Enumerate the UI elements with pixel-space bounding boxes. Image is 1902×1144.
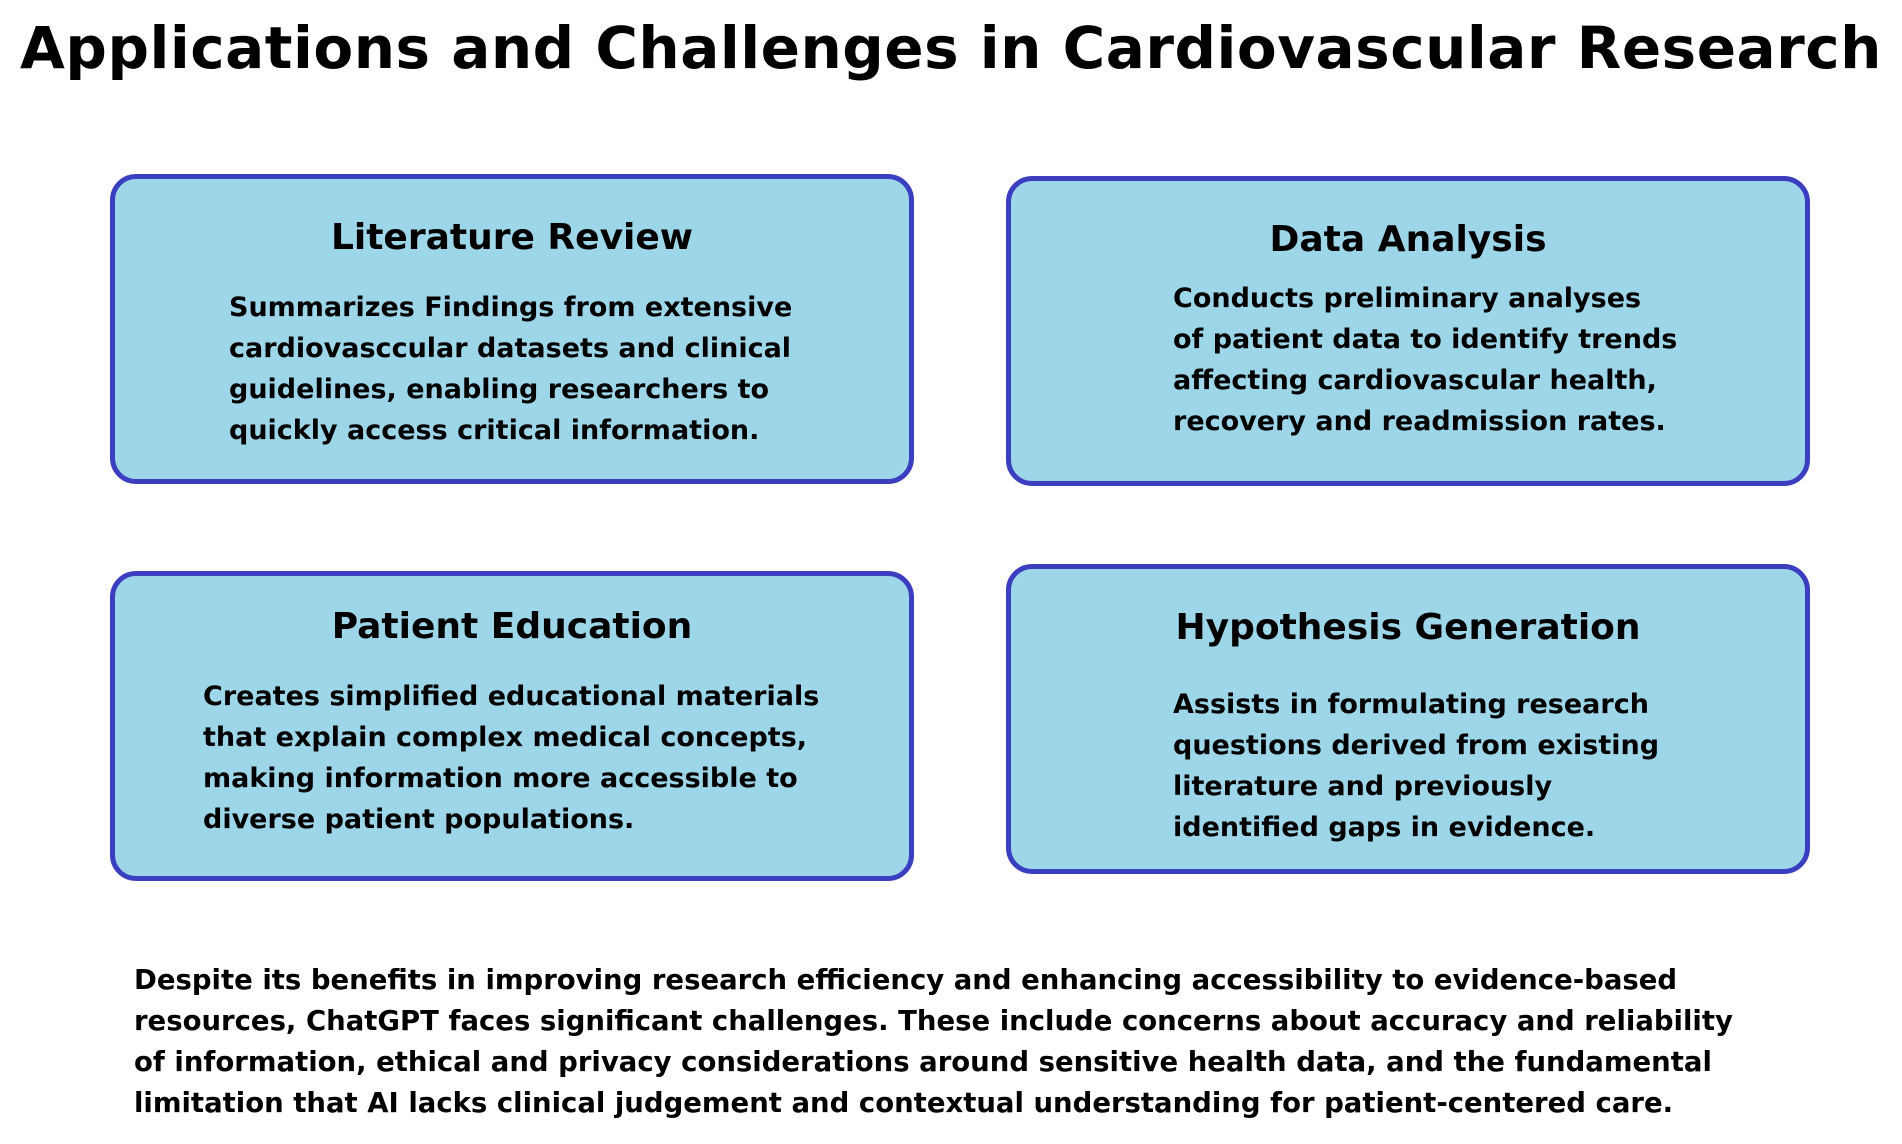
card-title: Hypothesis Generation (1175, 607, 1641, 648)
card-title: Patient Education (331, 606, 693, 647)
card-literature-review (110, 174, 914, 484)
card-description: Summarizes Findings from extensive cardiovasccular datasets and clinical guidelines, enabling researchers to quickly access critical information. (229, 292, 793, 446)
card-hypothesis-generation (1006, 564, 1810, 874)
card-title: Data Analysis (1269, 219, 1547, 260)
card-title: Literature Review (330, 217, 694, 258)
card-description: Creates simplified educational materials that explain complex medical concepts, making information more accessible to diverse patient populations. (203, 681, 820, 835)
card-data-analysis (1006, 176, 1810, 486)
card-description: Assists in formulating research questions derived from existing literature and previously identified gaps in evidence. (1173, 689, 1660, 843)
challenges-paragraph: Despite its benefits in improving research efficiency and enhancing accessibility to evidence-based resources, ChatGPT faces significant challenges. These include concerns about accuracy and reliability of information, ethical and privacy considerations around sensitive health data, and the fundamental limitation that AI lacks clinical judgement and contextual understanding for patient-centered care. (134, 964, 1733, 1119)
card-patient-education (110, 571, 914, 881)
page-title: Applications and Challenges in Cardiovascular Research (20, 14, 1882, 82)
card-description: Conducts preliminary analyses of patient data to identify trends affecting cardiovascular health, recovery and readmission rates. (1173, 283, 1678, 437)
